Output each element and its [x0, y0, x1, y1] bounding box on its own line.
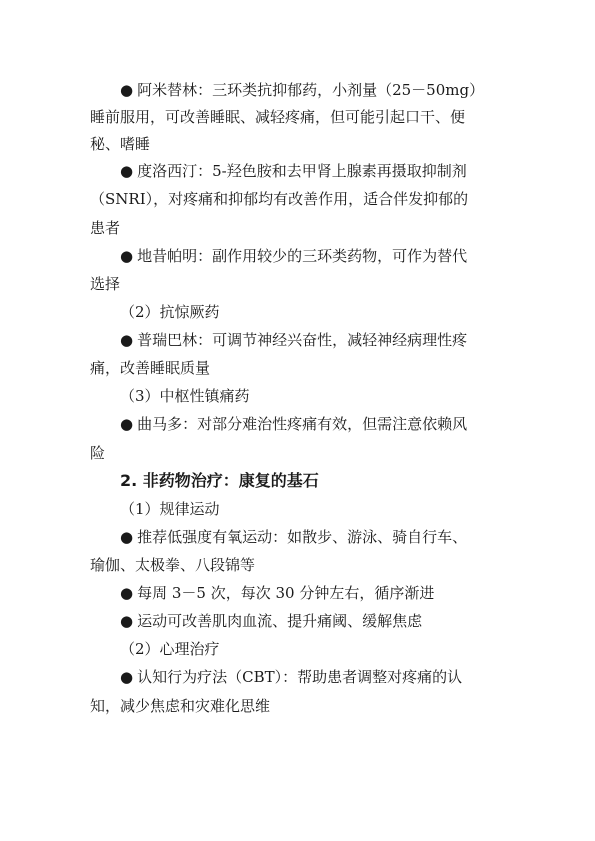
- bullet-icon: ●: [120, 247, 134, 265]
- paragraph-text: 每周 3－5 次，每次 30 分钟左右，循序渐进: [137, 584, 435, 602]
- bullet-item-duloxetine: [120, 161, 510, 181]
- paragraph-line: 秘、嗜睡: [90, 135, 151, 153]
- bullet-item-aerobic-exercise: [120, 527, 510, 547]
- paragraph-text: 推荐低强度有氧运动：如散步、游泳、骑自行车、: [137, 528, 468, 546]
- paragraph-line: 瑜伽、太极拳、八段锦等: [90, 556, 256, 574]
- bullet-icon: ●: [120, 415, 134, 433]
- bullet-icon: ●: [120, 331, 134, 349]
- bullet-icon: ●: [120, 668, 134, 686]
- bullet-item-amitriptyline: [120, 80, 510, 100]
- paragraph-text: 普瑞巴林：可调节神经兴奋性，减轻神经病理性疼: [137, 331, 468, 349]
- bullet-item-tramadol: [120, 414, 510, 434]
- bullet-item-desipramine: [120, 246, 510, 266]
- paragraph-text: 曲马多：对部分难治性疼痛有效，但需注意依赖风: [137, 415, 468, 433]
- bullet-item-frequency: [120, 583, 510, 603]
- paragraph-text: 运动可改善肌肉血流、提升痛阈、缓解焦虑: [137, 612, 423, 630]
- section-heading-non-drug-therapy: 2. 非药物治疗：康复的基石: [120, 471, 319, 490]
- subheading-central-analgesics: （3）中枢性镇痛药: [120, 387, 250, 405]
- paragraph-line: 险: [90, 444, 106, 462]
- paragraph-line: 痛，改善睡眠质量: [90, 359, 211, 377]
- paragraph-text: 地昔帕明：副作用较少的三环类药物，可作为替代: [137, 247, 468, 265]
- bullet-icon: ●: [120, 162, 134, 180]
- paragraph-text: 认知行为疗法（CBT）：帮助患者调整对疼痛的认: [137, 668, 463, 686]
- bullet-icon: ●: [120, 612, 134, 630]
- bullet-icon: ●: [120, 81, 134, 99]
- paragraph-line: 患者: [90, 219, 121, 237]
- paragraph-line: 睡前服用，可改善睡眠、减轻疼痛，但可能引起口干、便: [90, 108, 466, 126]
- bullet-item-pregabalin: [120, 330, 510, 350]
- paragraph-line: 选择: [90, 275, 121, 293]
- paragraph-line: （SNRI），对疼痛和抑郁均有改善作用，适合伴发抑郁的: [90, 190, 469, 208]
- bullet-item-exercise-benefits: [120, 611, 510, 631]
- subheading-psychotherapy: （2）心理治疗: [120, 640, 220, 658]
- paragraph-line: 知，减少焦虑和灾难化思维: [90, 697, 271, 715]
- bullet-icon: ●: [120, 528, 134, 546]
- subheading-anticonvulsants: （2）抗惊厥药: [120, 303, 220, 321]
- bullet-item-cbt: [120, 667, 510, 687]
- paragraph-text: 阿米替林：三环类抗抑郁药，小剂量（25－50mg）: [137, 81, 485, 99]
- subheading-regular-exercise: （1）规律运动: [120, 500, 220, 518]
- paragraph-text: 度洛西汀：5-羟色胺和去甲肾上腺素再摄取抑制剂: [137, 162, 467, 180]
- bullet-icon: ●: [120, 584, 134, 602]
